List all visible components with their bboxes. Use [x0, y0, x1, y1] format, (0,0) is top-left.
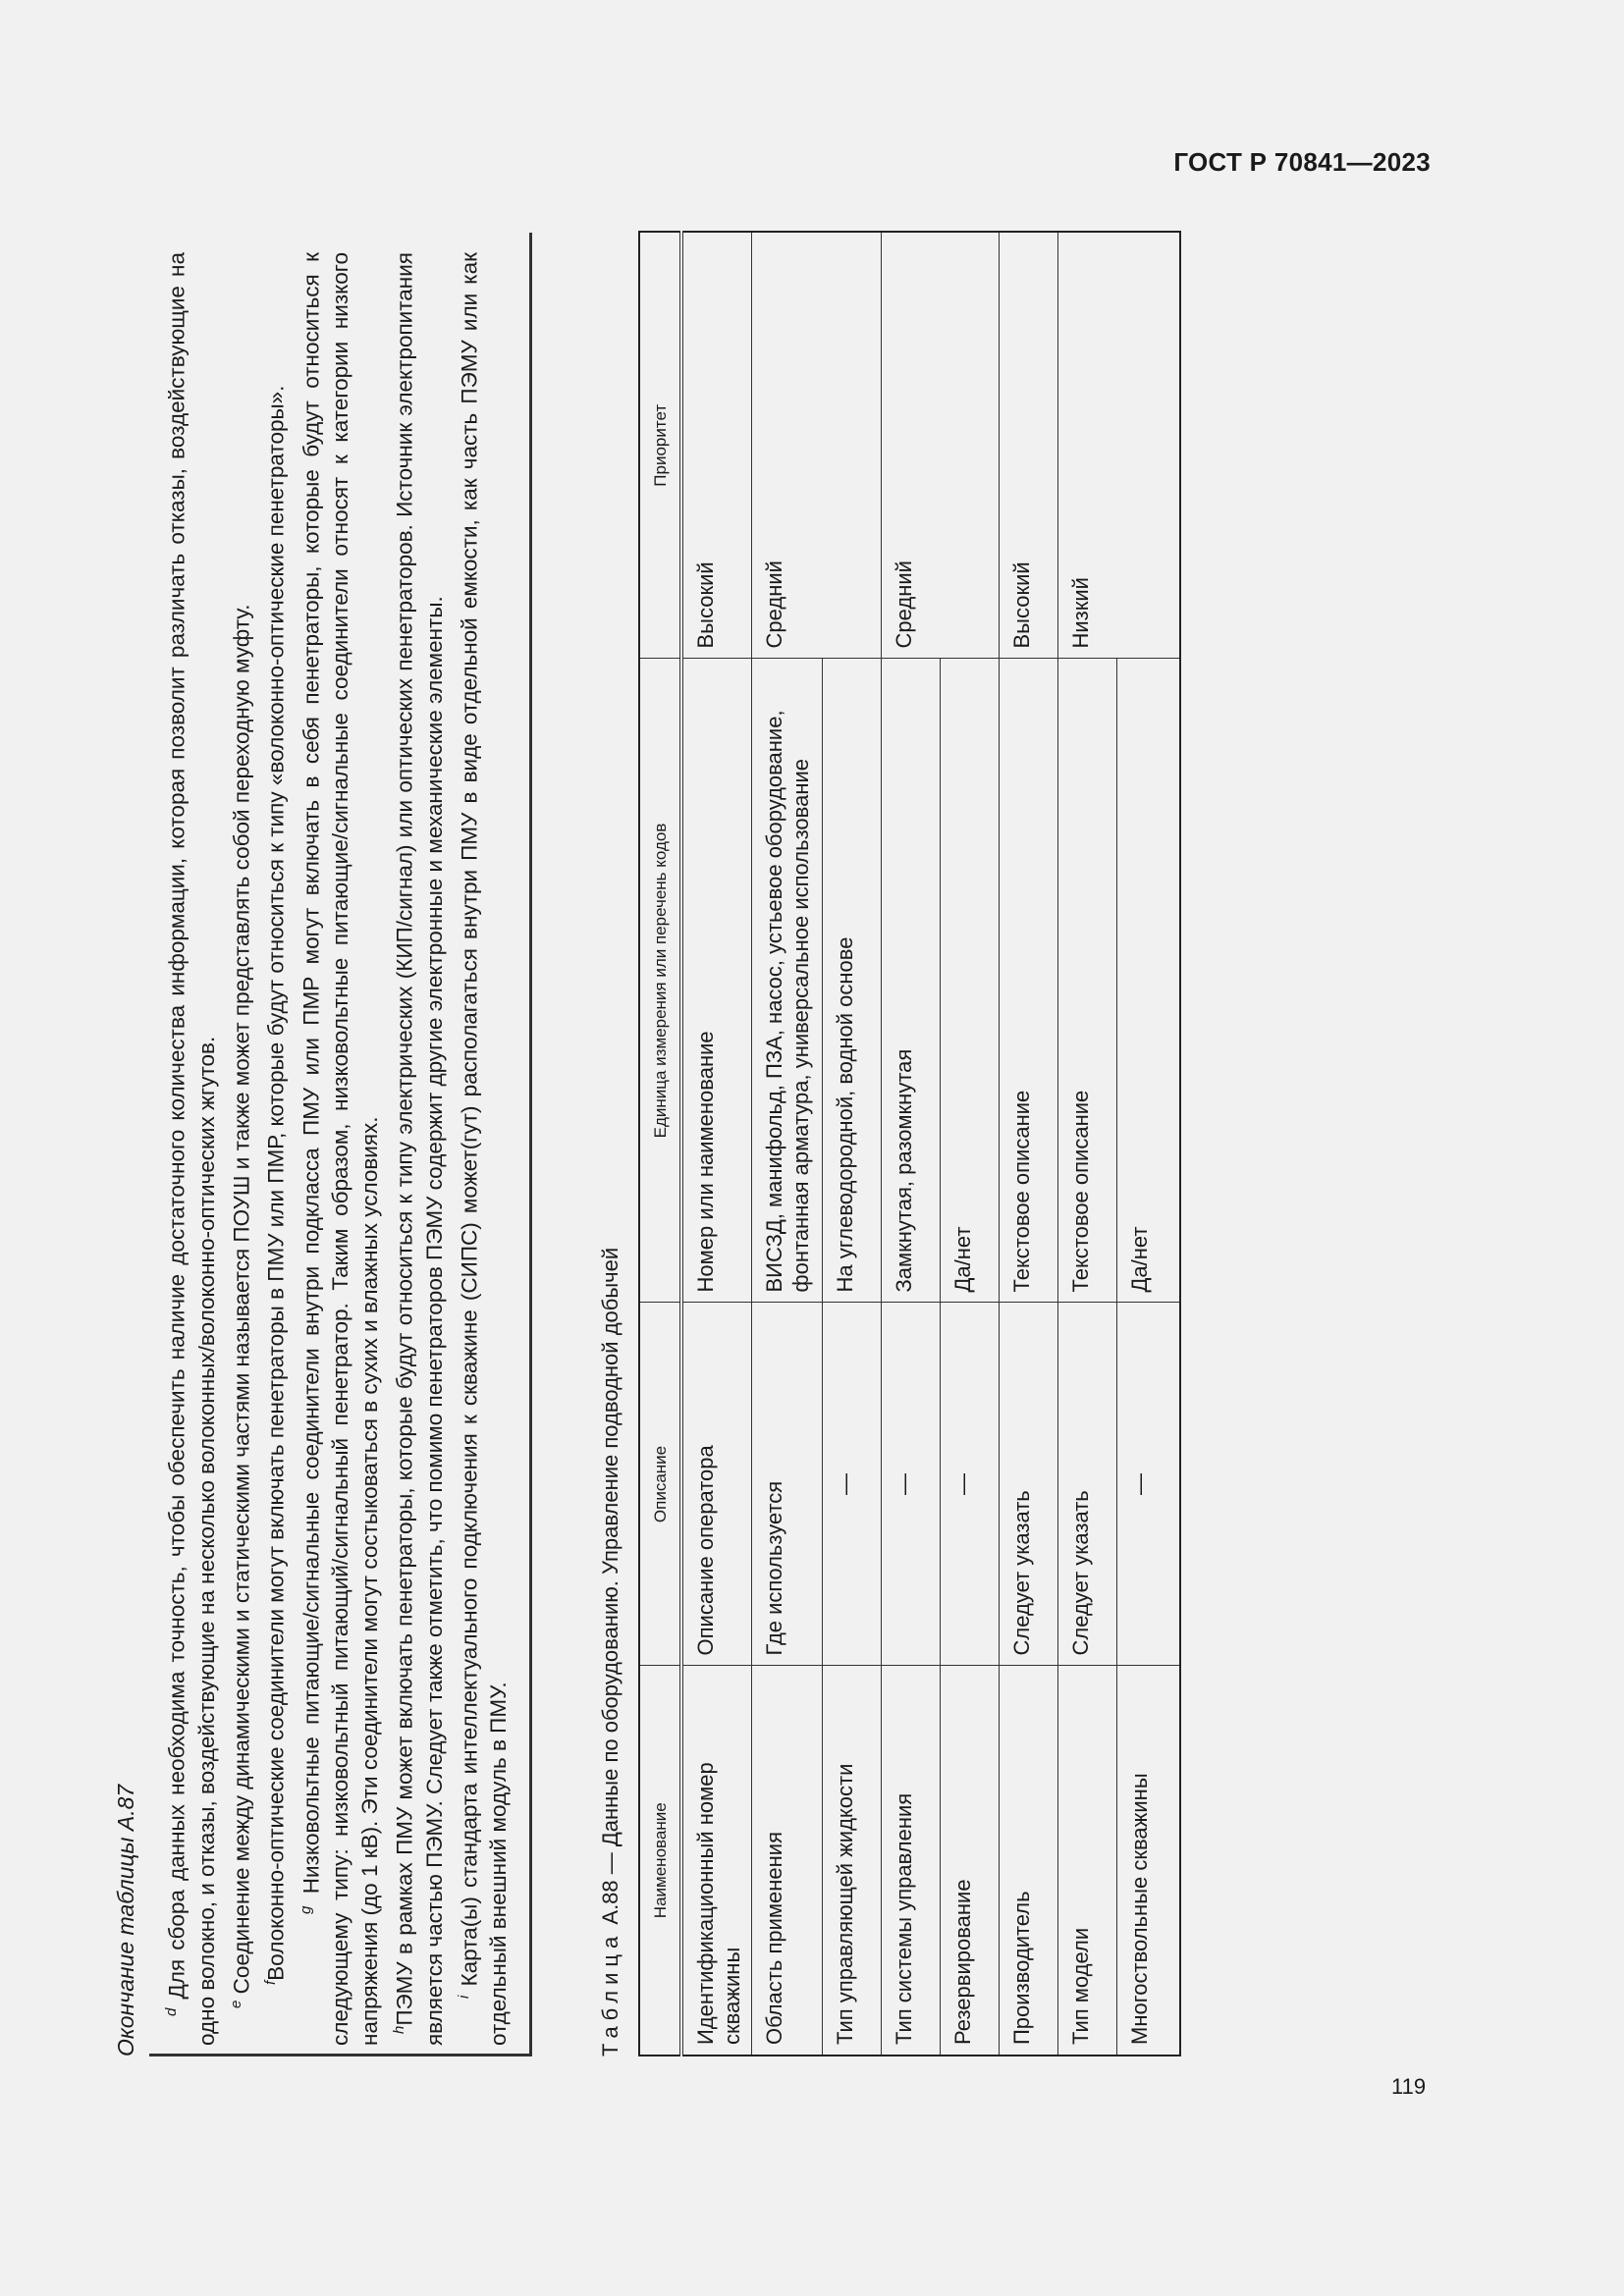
table-row: [752, 232, 823, 2056]
cell-unit: На углеводородной, водной основе: [823, 659, 882, 1303]
cell-name: Тип модели: [1058, 1666, 1117, 2056]
cell-desc: —: [1117, 1303, 1181, 1666]
table-caption: [598, 1248, 623, 2056]
rotated-content: [113, 231, 1301, 2056]
note-i: $^i$ Карта(ы) стандарта интеллектуального подключения к скважине (СИПС) может(гут) располагаться внутри ПМУ в виде отдельной емкости, как часть ПЭМУ или как отдельный внешний модуль в ПМУ.: [455, 252, 511, 2046]
col-header-priority: Приоритет: [639, 232, 681, 659]
cell-prio: Средний: [882, 232, 1000, 659]
cell-name: Тип управляющей жидкости: [823, 1666, 882, 2056]
col-header-unit: Единица измерения или перечень кодов: [639, 659, 681, 1303]
cell-name: Область применения: [752, 1666, 823, 2056]
cell-desc: Где используется: [752, 1303, 823, 1666]
note-d: $^d$ Для сбора данных необходима точность, чтобы обеспечить наличие достаточного количества информации, которая позволит различать отказы, воздействующие на одно волокно, и отказы, воздействующие на несколько волоконных/волоконно-оптических жгутов.: [163, 252, 219, 2046]
cell-desc: Следует указать: [1000, 1303, 1058, 1666]
cell-prio: Низкий: [1058, 232, 1181, 659]
note-e: $^e$ Соединение между динамическими и статическими частями называется ПОУШ и также может представлять собой переходную муфту.: [227, 604, 253, 2008]
cell-unit: Номер или наименование: [681, 659, 752, 1303]
cell-unit: Текстовое описание: [1000, 659, 1058, 1303]
table-caption-label: Таблица: [598, 1930, 623, 2056]
table-row: [1000, 232, 1058, 2056]
cell-name: Многоствольные скважины: [1117, 1666, 1181, 2056]
note-h: $^h$ПЭМУ в рамках ПМУ может включать пенетраторы, которые будут относиться к типу электрических (КИП/сигнал) или оптических пенетраторов. Источник электропитания является частью ПЭМУ. Следует также отметить, что помимо пенетраторов ПЭМУ содержит другие электронные и механические элементы.: [391, 252, 447, 2046]
cell-name: Резервирование: [941, 1666, 1000, 2056]
cell-prio: Высокий: [681, 232, 752, 659]
table-row: [1058, 232, 1117, 2056]
table-row: [681, 232, 752, 2056]
document-id: ГОСТ Р 70841—2023: [1173, 147, 1431, 177]
cell-desc: —: [882, 1303, 941, 1666]
col-header-description: Описание: [639, 1303, 681, 1666]
page-number: 119: [1391, 2074, 1427, 2099]
table-caption-text: А.88 — Данные по оборудованию. Управление подводной добычей: [598, 1247, 623, 1925]
cell-desc: —: [823, 1303, 882, 1666]
note-f: $^f$Волоконно-оптические соединители могут включать пенетраторы в ПМУ или ПМР, которые будут относиться к типу «волоконно-оптические пенетраторы».: [262, 385, 289, 1985]
table-header-row: [639, 232, 681, 2056]
cell-unit: ВИСЗД, манифольд, ПЗА, насос, устьевое оборудование, фонтанная арматура, универсальное использование: [752, 659, 823, 1303]
note-g: $^g$ Низковольтные питающие/сигнальные соединители внутри подкласса ПМУ или ПМР могут включать в себя пенетраторы, которые будут относиться к следующему типу: низковольтный питающий/сигнальный пенетратор. Таким образом, низковольтные питающие/сигнальные соединители относят к категории низкого напряжения (до 1 кВ). Эти соединители могут состыковаться в сухих и влажных условиях.: [297, 252, 382, 2046]
cell-unit: Текстовое описание: [1058, 659, 1117, 1303]
cell-unit: Да/нет: [941, 659, 1000, 1303]
cell-desc: Описание оператора: [681, 1303, 752, 1666]
cell-name: Идентификационный номер скважины: [681, 1666, 752, 2056]
cell-desc: Следует указать: [1058, 1303, 1117, 1666]
table-notes: [149, 233, 532, 2056]
cell-prio: Высокий: [1000, 232, 1058, 659]
cell-unit: Замкнутая, разомкнутая: [882, 659, 941, 1303]
cell-name: Производитель: [1000, 1666, 1058, 2056]
continuation-title: Окончание таблицы А.87: [113, 1784, 138, 2056]
table-row: [882, 232, 941, 2056]
cell-name: Тип системы управления: [882, 1666, 941, 2056]
equipment-data-table: [638, 231, 1181, 2056]
cell-unit: Да/нет: [1117, 659, 1181, 1303]
col-header-name: Наименование: [639, 1666, 681, 2056]
cell-desc: —: [941, 1303, 1000, 1666]
cell-prio: Средний: [752, 232, 882, 659]
